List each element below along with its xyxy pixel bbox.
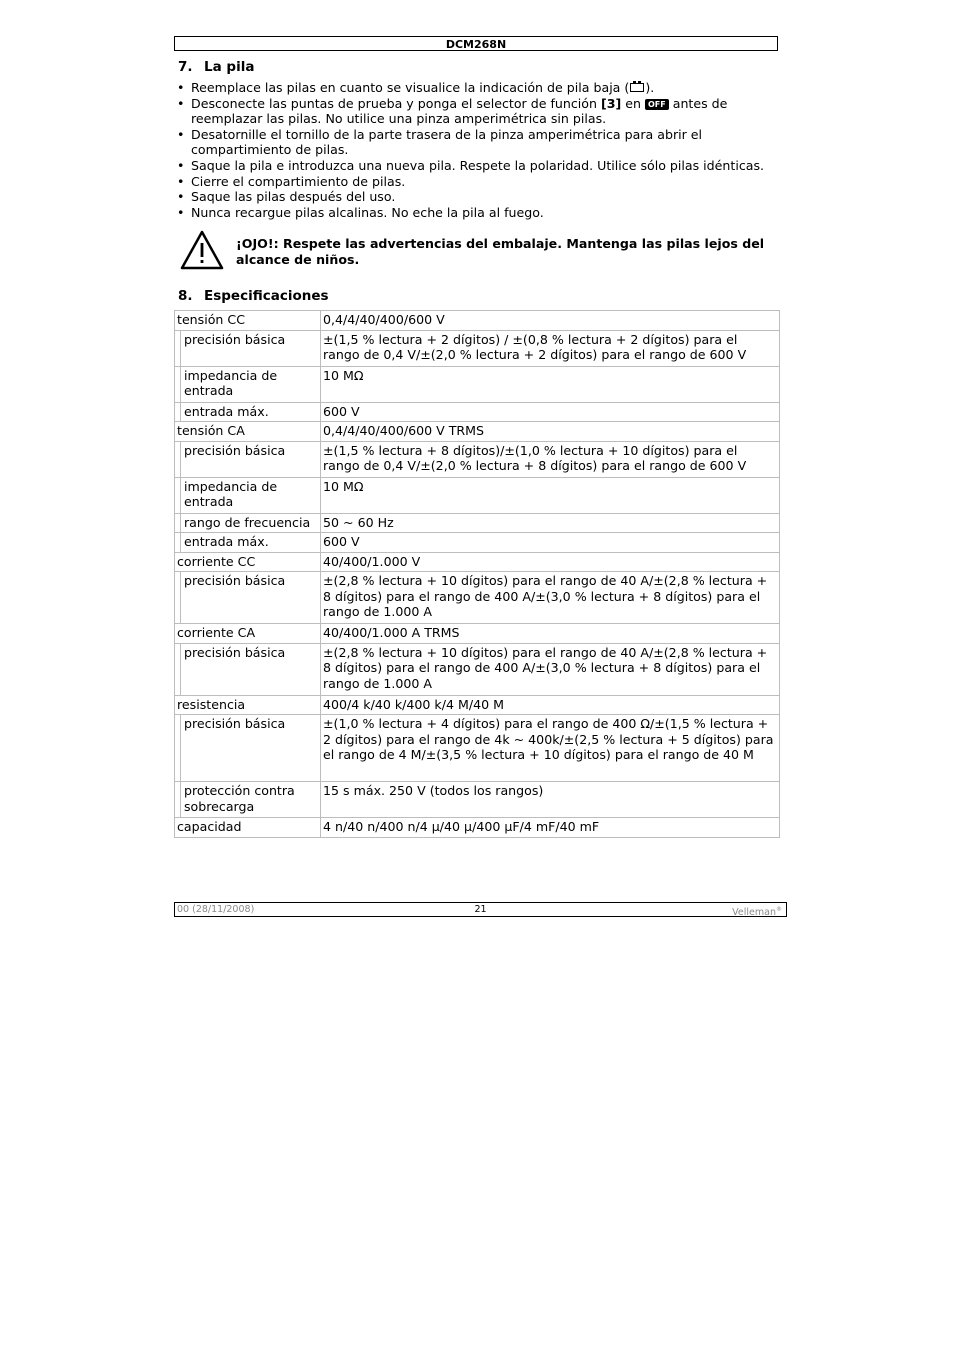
table-row xyxy=(175,513,780,533)
spec-sublabel: impedancia de entrada xyxy=(180,367,320,402)
spec-sublabel-cell xyxy=(175,441,321,477)
specifications-table xyxy=(174,310,780,838)
spec-value: 600 V xyxy=(321,402,780,422)
spec-sublabel-cell xyxy=(175,782,321,818)
table-row xyxy=(175,552,780,572)
spec-sublabel: entrada máx. xyxy=(180,403,320,422)
spec-value: ±(2,8 % lectura + 10 dígitos) para el rango de 40 A/±(2,8 % lectura + 8 dígitos) para el rango de 400 A/±(3,0 % lectura + 8 dígitos) para el rango de 1.000 A xyxy=(321,643,780,695)
section-7-heading xyxy=(178,59,254,75)
page-number: 21 xyxy=(474,904,487,915)
spec-value: 40/400/1.000 V xyxy=(321,552,780,572)
spec-sublabel-cell xyxy=(175,715,321,782)
table-row xyxy=(175,477,780,513)
model-header xyxy=(174,36,778,51)
table-row xyxy=(175,782,780,818)
battery-instructions-list xyxy=(176,80,776,220)
spec-sublabel-cell xyxy=(175,533,321,553)
warning-notice xyxy=(180,230,780,270)
spec-value: 10 MΩ xyxy=(321,366,780,402)
section-7-title: La pila xyxy=(204,59,255,75)
brand-name xyxy=(732,903,782,919)
list-item xyxy=(176,96,776,127)
spec-sublabel: precisión básica xyxy=(180,715,320,781)
spec-sublabel: precisión básica xyxy=(180,442,320,477)
spec-label: corriente CC xyxy=(175,552,321,572)
spec-sublabel-cell xyxy=(175,513,321,533)
table-row xyxy=(175,572,780,624)
list-item: • Saque las pilas después del uso. xyxy=(176,189,776,205)
spec-value: 40/400/1.000 A TRMS xyxy=(321,624,780,644)
table-row xyxy=(175,422,780,442)
spec-sublabel: protección contra sobrecarga xyxy=(180,782,320,817)
section-8-heading xyxy=(178,288,329,304)
bullet-text: Reemplace las pilas en cuanto se visualice la indicación de pila baja ( xyxy=(191,80,630,95)
spec-label: corriente CA xyxy=(175,624,321,644)
spec-sublabel: precisión básica xyxy=(180,331,320,366)
registered-mark: ® xyxy=(776,906,782,913)
spec-sublabel-cell xyxy=(175,330,321,366)
spec-sublabel-cell xyxy=(175,643,321,695)
table-row xyxy=(175,624,780,644)
low-battery-icon xyxy=(630,83,644,92)
spec-label: resistencia xyxy=(175,695,321,715)
spec-sublabel: precisión básica xyxy=(180,644,320,695)
spec-sublabel-cell xyxy=(175,366,321,402)
spec-value: ±(1,5 % lectura + 2 dígitos) / ±(0,8 % lectura + 2 dígitos) para el rango de 0,4 V/±(2,0 % lectura + 2 dígitos) para el rango de 600 V xyxy=(321,330,780,366)
table-row xyxy=(175,533,780,553)
table-row xyxy=(175,402,780,422)
brand-text: Velleman xyxy=(732,907,776,919)
spec-value: ±(1,0 % lectura + 4 dígitos) para el rango de 400 Ω/±(1,5 % lectura + 2 dígitos) para el rango de 4k ~ 400k/±(2,5 % lectura + 5 dígitos) para el rango de 4 M/±(3,5 % lectura + 10 dígitos) para el rango de 40 M xyxy=(321,715,780,782)
spec-label: tensión CC xyxy=(175,311,321,331)
table-row xyxy=(175,366,780,402)
spec-value: ±(1,5 % lectura + 8 dígitos)/±(1,0 % lectura + 10 dígitos) para el rango de 0,4 V/±(2,0 % lectura + 8 dígitos) para el rango de 600 V xyxy=(321,441,780,477)
spec-value: 400/4 k/40 k/400 k/4 M/40 M xyxy=(321,695,780,715)
spec-sublabel-cell xyxy=(175,402,321,422)
list-item: • Nunca recargue pilas alcalinas. No eche la pila al fuego. xyxy=(176,205,776,221)
table-row xyxy=(175,311,780,331)
warning-text: ¡OJO!: Respete las advertencias del embalaje. Mantenga las pilas lejos del alcance de niños. xyxy=(236,236,765,267)
spec-sublabel: entrada máx. xyxy=(180,533,320,552)
table-row xyxy=(175,441,780,477)
spec-value: ±(2,8 % lectura + 10 dígitos) para el rango de 40 A/±(2,8 % lectura + 8 dígitos) para el rango de 400 A/±(3,0 % lectura + 8 dígitos) para el rango de 1.000 A xyxy=(321,572,780,624)
spec-value: 10 MΩ xyxy=(321,477,780,513)
bullet-text: Desconecte las puntas de prueba y ponga el selector de función xyxy=(191,95,601,111)
spec-value: 0,4/4/40/400/600 V TRMS xyxy=(321,422,780,442)
list-item: • Cierre el compartimiento de pilas. xyxy=(176,174,776,190)
bullet-text: ). xyxy=(645,80,655,95)
bullet-text: antes de reemplazar las pilas. No utilice una pinza amperimétrica sin pilas. xyxy=(191,95,728,127)
function-selector-ref: [3] xyxy=(600,95,622,111)
spec-sublabel: rango de frecuencia xyxy=(180,514,320,533)
spec-value: 4 n/40 n/400 n/4 µ/40 µ/400 µF/4 mF/40 mF xyxy=(321,818,780,838)
off-position-icon: OFF xyxy=(645,99,669,110)
model-name: DCM268N xyxy=(445,38,507,51)
table-row xyxy=(175,643,780,695)
table-row xyxy=(175,330,780,366)
list-item: • Desatornille el tornillo de la parte trasera de la pinza amperimétrica para abrir el compartimiento de pilas. xyxy=(176,127,776,158)
document-version: 00 (28/11/2008) xyxy=(177,904,255,915)
spec-sublabel-cell xyxy=(175,477,321,513)
spec-value: 50 ~ 60 Hz xyxy=(321,513,780,533)
spec-value: 15 s máx. 250 V (todos los rangos) xyxy=(321,782,780,818)
spec-value: 0,4/4/40/400/600 V xyxy=(321,311,780,331)
warning-triangle-icon xyxy=(180,230,224,270)
table-row xyxy=(175,818,780,838)
spec-sublabel: impedancia de entrada xyxy=(180,478,320,513)
list-item: • Saque la pila e introduzca una nueva pila. Respete la polaridad. Utilice sólo pilas idénticas. xyxy=(176,158,776,174)
spec-sublabel: precisión básica xyxy=(180,572,320,623)
table-row xyxy=(175,695,780,715)
bullet-text: en xyxy=(621,95,645,111)
section-7-number: 7. xyxy=(178,59,193,75)
spec-sublabel-cell xyxy=(175,572,321,624)
table-row xyxy=(175,715,780,782)
page-footer xyxy=(174,902,787,917)
list-item xyxy=(176,80,776,96)
section-8-title: Especificaciones xyxy=(204,288,329,304)
spec-label: tensión CA xyxy=(175,422,321,442)
spec-label: capacidad xyxy=(175,818,321,838)
section-8-number: 8. xyxy=(178,288,193,304)
spec-value: 600 V xyxy=(321,533,780,553)
